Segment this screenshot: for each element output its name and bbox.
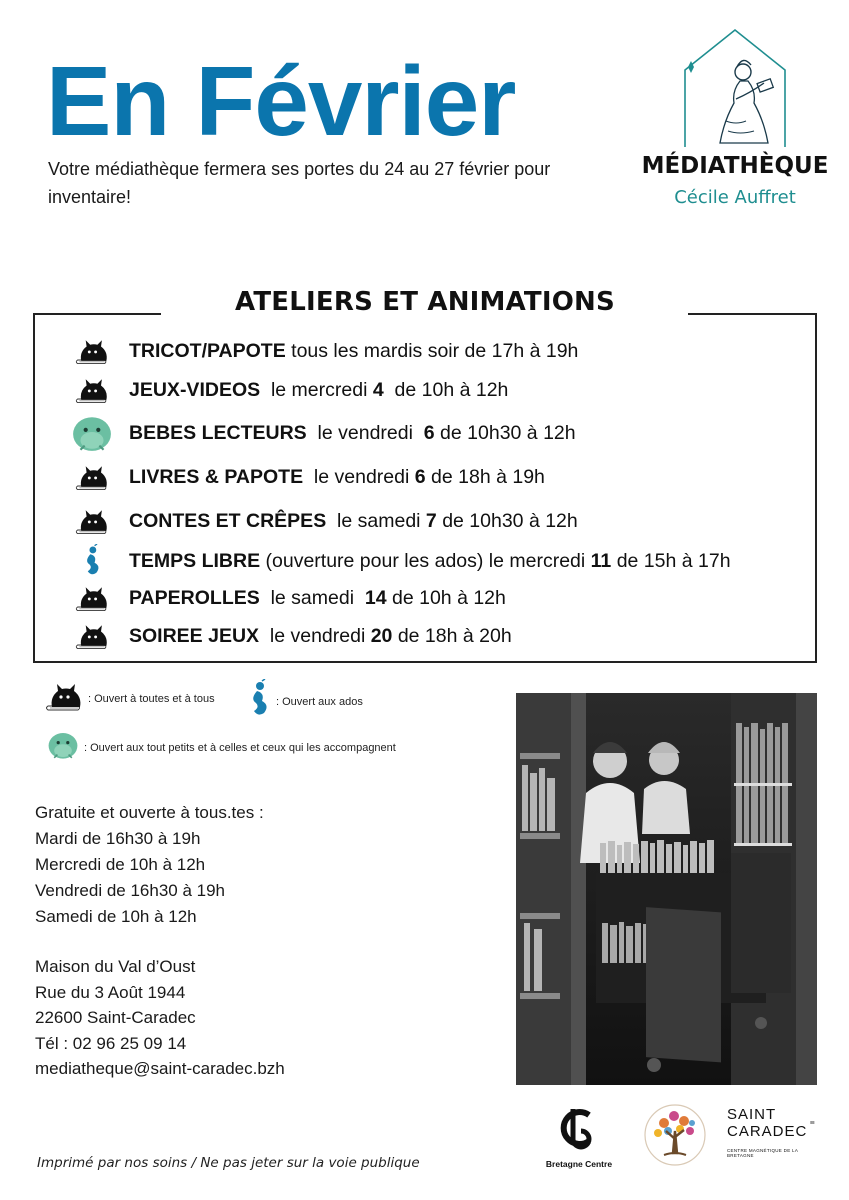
activity-day: 11 [590, 549, 612, 572]
tree-library-logo [644, 1103, 706, 1169]
activity-time: de 10h30 à 12h [436, 509, 578, 532]
activity-title: CONTES ET CRÊPES [129, 509, 327, 532]
cat-reading-icon [70, 333, 114, 369]
activity-row [70, 415, 576, 451]
bretagne-c-icon [545, 1105, 613, 1151]
legend-teens [246, 679, 363, 724]
legend-little [46, 729, 396, 766]
cat-reading-icon [70, 503, 114, 539]
address-line: Rue du 3 Août 1944 [35, 982, 186, 1002]
legend-little-text: : Ouvert aux tout petits et à celles et ceux qui les accompagnent [84, 741, 396, 754]
activity-title: BEBES LECTEURS [129, 421, 307, 444]
activity-day: 20 [370, 624, 393, 647]
activity-row [70, 333, 578, 369]
activity-day: 4 [372, 378, 384, 401]
address-line: 22600 Saint-Caradec [35, 1008, 196, 1027]
cat-reading-icon [44, 680, 84, 717]
hours-heading: Gratuite et ouverte à tous.tes : [35, 803, 264, 822]
baby-creature-icon [70, 415, 114, 451]
activity-text [129, 422, 576, 445]
activity-title: LIVRES & PAPOTE [129, 465, 304, 488]
frame-top-left-line [33, 313, 161, 315]
saint-caradec-logo [727, 1106, 815, 1168]
library-photo [516, 693, 817, 1085]
cat-reading-icon [70, 372, 114, 408]
activity-time: de 10h à 12h [386, 586, 506, 609]
teen-figure-icon [246, 679, 272, 724]
logo-name: MÉDIATHÈQUE [641, 153, 829, 179]
activity-text [129, 379, 508, 402]
activity-text [129, 510, 578, 533]
logo-subtitle: Cécile Auffret [674, 187, 796, 208]
section-title: ATELIERS ET ANIMATIONS [235, 287, 615, 317]
house-reader-icon [640, 25, 830, 155]
address-line: Maison du Val d’Oust [35, 957, 196, 976]
legend-all-text: : Ouvert à toutes et à tous [88, 692, 215, 705]
footer-note: Imprimé par nos soins / Ne pas jeter sur la voie publique [37, 1155, 420, 1171]
mediatheque-logo [640, 25, 830, 225]
email-link[interactable]: mediatheque@saint-caradec.bzh [35, 1059, 285, 1078]
activity-when: le mercredi [260, 378, 373, 401]
phone: Tél : 02 96 25 09 14 [35, 1033, 187, 1053]
activity-row [70, 543, 731, 579]
activity-row [70, 618, 512, 654]
activity-day: 6 [423, 421, 435, 444]
activity-when: le vendredi [303, 465, 415, 488]
activity-when: le samedi [259, 586, 365, 609]
hours-line: Samedi de 10h à 12h [35, 907, 197, 926]
activity-title: TEMPS LIBRE [129, 549, 261, 572]
activity-when: le vendredi [306, 421, 424, 444]
address-block [35, 954, 285, 1082]
tree-icon [644, 1103, 706, 1169]
activity-text [129, 587, 506, 610]
saint-caradec-line1: SAINT [727, 1106, 777, 1123]
saint-caradec-tagline: CENTRE MAGNÉTIQUE DE LA BRETAGNE [727, 1148, 798, 1158]
activity-when: le samedi [326, 509, 426, 532]
activity-title: PAPEROLLES [129, 586, 260, 609]
activity-day: 6 [414, 465, 426, 488]
baby-creature-icon [46, 729, 80, 766]
activity-row [70, 503, 578, 539]
page-title: En Février [46, 46, 516, 156]
activity-time: de 15h à 17h [611, 549, 731, 572]
hours-line: Mercredi de 10h à 12h [35, 855, 206, 874]
activity-text [129, 625, 512, 648]
activity-when: le vendredi [259, 624, 371, 647]
teen-figure-icon [70, 543, 114, 579]
activity-time: de 10h à 12h [383, 378, 509, 401]
closure-notice: Votre médiathèque fermera ses portes du 24 au 27 février pour inventaire! [48, 159, 551, 207]
cat-reading-icon [70, 459, 114, 495]
activity-text [129, 550, 731, 573]
activity-row [70, 580, 506, 616]
activity-time: de 18h à 19h [425, 465, 545, 488]
frame-top-right-line [688, 313, 817, 315]
activity-title: JEUX-VIDEOS [129, 378, 261, 401]
legend-all [44, 680, 215, 717]
legend-teens-text: : Ouvert aux ados [276, 695, 363, 708]
activity-when: (ouverture pour les ados) le mercredi [260, 549, 591, 572]
saint-caradec-line2: CARADEC [727, 1123, 808, 1140]
activity-text [129, 466, 545, 489]
activity-time: de 10h30 à 12h [434, 421, 576, 444]
bretagne-centre-label: Bretagne Centre [545, 1159, 613, 1169]
activity-time: tous les mardis soir de 17h à 19h [285, 339, 579, 362]
cat-reading-icon [70, 580, 114, 616]
activity-title: TRICOT/PAPOTE [129, 339, 286, 362]
activity-row [70, 372, 508, 408]
hours-line: Vendredi de 16h30 à 19h [35, 881, 226, 900]
cat-reading-icon [70, 618, 114, 654]
activity-title: SOIREE JEUX [129, 624, 260, 647]
activity-time: de 18h à 20h [392, 624, 512, 647]
opening-hours [35, 800, 264, 930]
hours-line: Mardi de 16h30 à 19h [35, 829, 201, 848]
activity-text [129, 340, 578, 363]
bretagne-centre-logo [545, 1105, 613, 1170]
activity-day: 14 [364, 586, 387, 609]
activity-day: 7 [425, 509, 437, 532]
activity-row [70, 459, 545, 495]
waves-icon [810, 1106, 815, 1140]
